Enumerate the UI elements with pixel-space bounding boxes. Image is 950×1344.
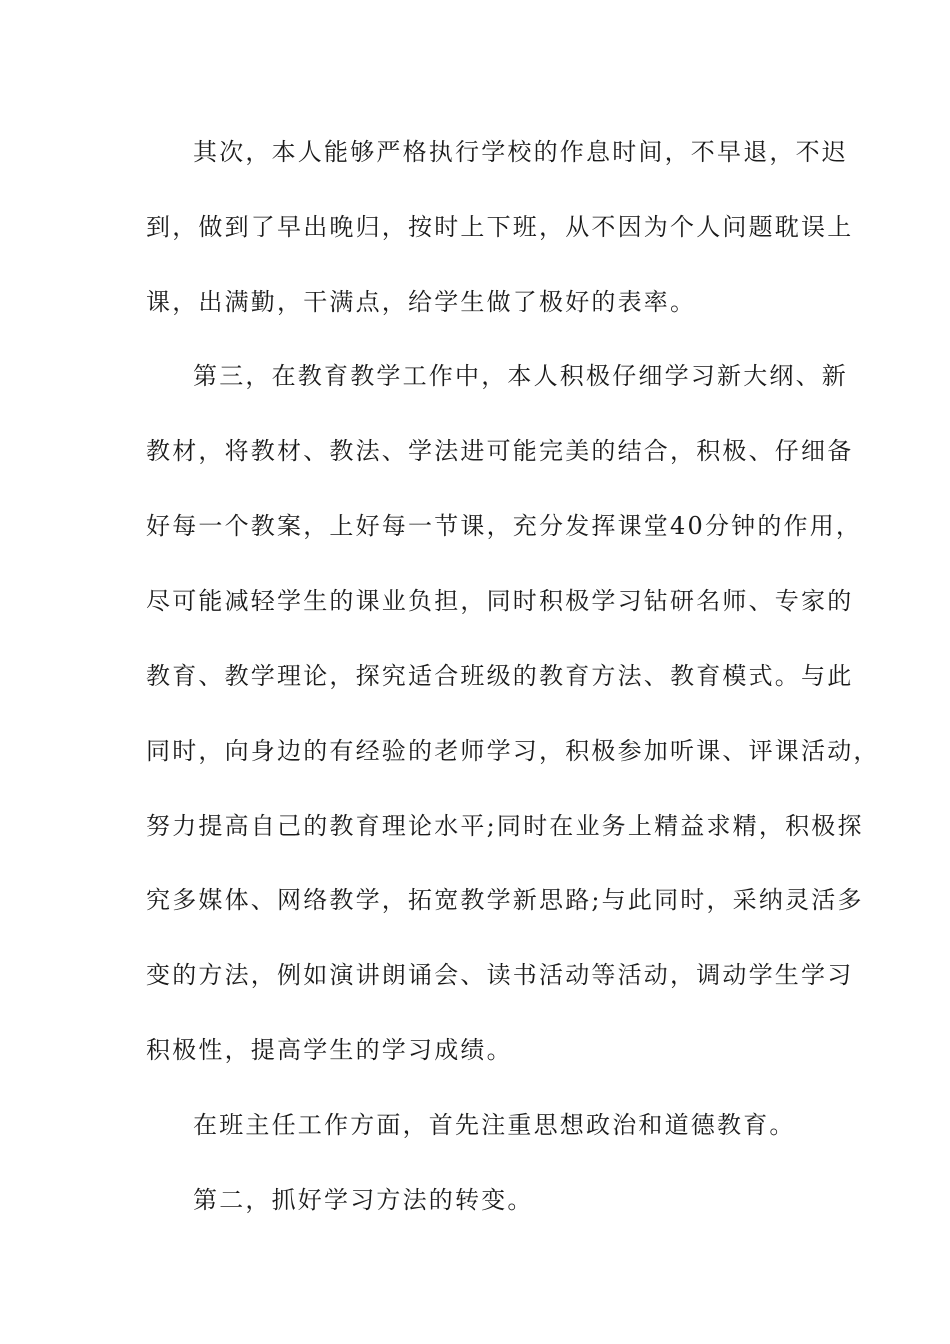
paragraph-2-line-10 [0,1030,950,1070]
text-line: 变的方法，例如演讲朗诵会、读书活动等活动，调动学生学习 [146,961,854,989]
text-line: 到，做到了早出晚归，按时上下班，从不因为个人问题耽误上 [146,213,854,241]
text-line: 尽可能减轻学生的课业负担，同时积极学习钻研名师、专家的 [146,587,854,615]
paragraph-3-line-1 [0,1105,950,1145]
text-line: 教材，将教材、教法、学法进可能完美的结合，积极、仔细备 [146,437,854,465]
text-line: 在班主任工作方面，首先注重思想政治和道德教育。 [193,1111,796,1139]
paragraph-1-line-2 [0,207,950,247]
paragraph-4-line-1 [0,1180,950,1220]
paragraph-1-line-1 [0,132,950,172]
paragraph-2-line-5 [0,656,950,696]
text-line: 第三，在教育教学工作中，本人积极仔细学习新大纲、新 [193,362,848,390]
text-line: 好每一个教案，上好每一节课，充分发挥课堂40分钟的作用， [146,512,863,540]
text-line: 努力提高自己的教育理论水平;同时在业务上精益求精，积极探 [146,812,864,840]
text-line: 同时，向身边的有经验的老师学习，积极参加听课、评课活动， [146,737,880,765]
paragraph-2-line-3 [0,506,950,546]
text-line: 积极性，提高学生的学习成绩。 [146,1036,513,1064]
text-line: 教育、教学理论，探究适合班级的教育方法、教育模式。与此 [146,662,854,690]
paragraph-2-line-6 [0,731,950,771]
text-line: 第二，抓好学习方法的转变。 [193,1186,534,1214]
paragraph-2-line-9 [0,955,950,995]
paragraph-2-line-1 [0,356,950,396]
paragraph-2-line-2 [0,431,950,471]
paragraph-2-line-8 [0,880,950,920]
paragraph-2-line-7 [0,806,950,846]
paragraph-1-line-3 [0,282,950,322]
text-line: 课，出满勤，干满点，给学生做了极好的表率。 [146,288,697,316]
text-line: 其次，本人能够严格执行学校的作息时间，不早退，不迟 [193,138,848,166]
paragraph-2-line-4 [0,581,950,621]
text-line: 究多媒体、网络教学，拓宽教学新思路;与此同时，采纳灵活多 [146,886,864,914]
